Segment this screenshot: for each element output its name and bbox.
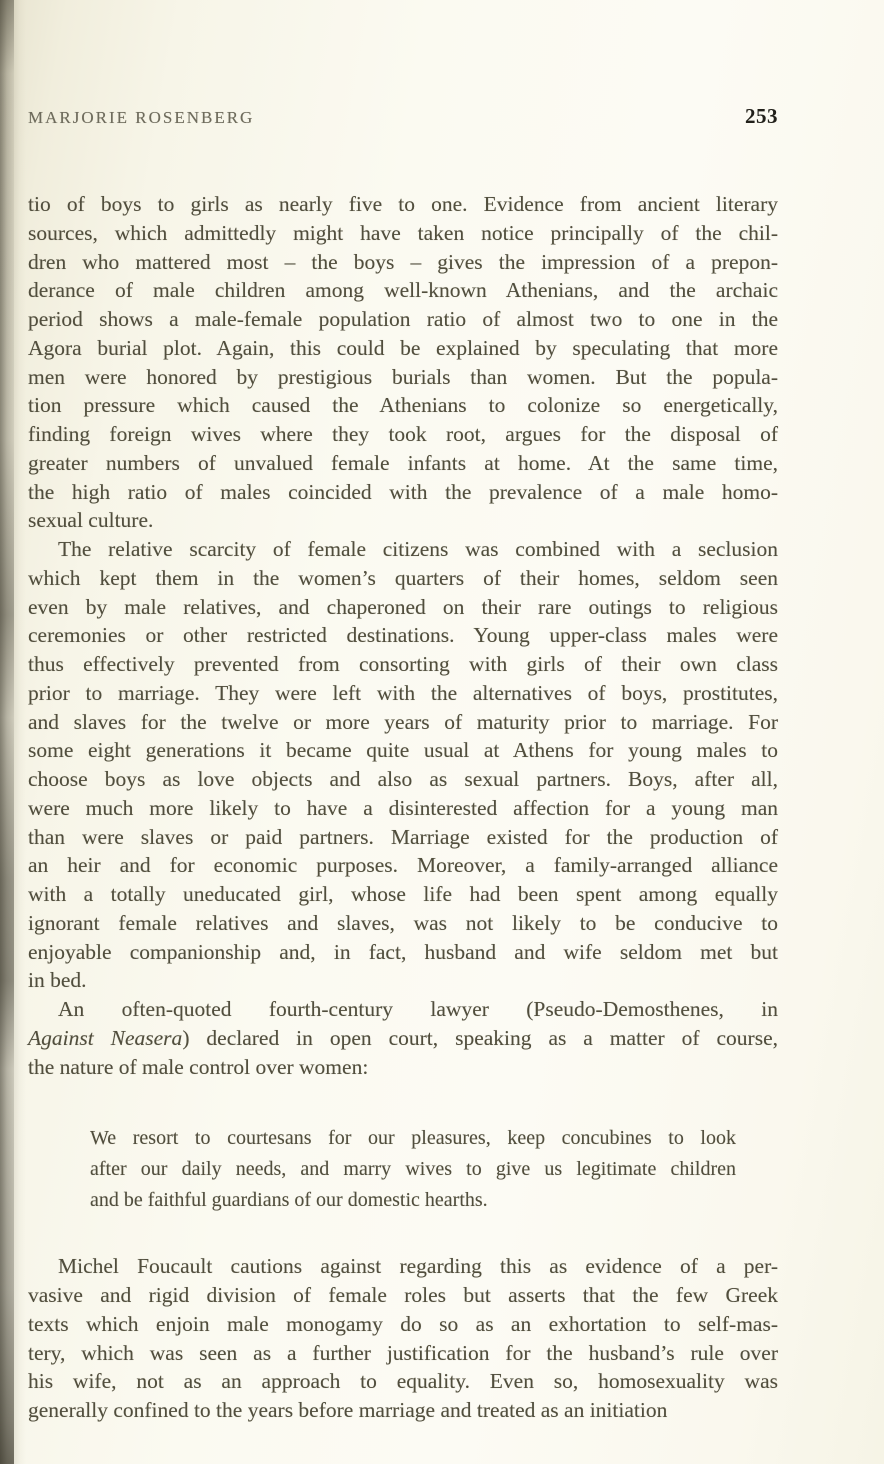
text-line: finding foreign wives where they took root, argues for the disposal of bbox=[28, 422, 778, 446]
text-line: derance of male children among well-known Athenians, and the archaic bbox=[28, 278, 778, 303]
text-line: the high ratio of males coincided with the prevalence of a male homo- bbox=[28, 479, 778, 504]
paragraph bbox=[28, 190, 778, 535]
text-line: generally confined to the years before marriage and treated as an initiation bbox=[28, 1398, 668, 1422]
spine-shadow-marks bbox=[0, 0, 14, 1464]
text-line: vasive and rigid division of female roles but asserts that the few Greek bbox=[28, 1283, 778, 1307]
text-line: his wife, not as an approach to equality. Even so, homosexuality was bbox=[28, 1369, 778, 1394]
text-line: in bed. bbox=[28, 968, 87, 993]
text-line: tion pressure which caused the Athenians to colonize so energetically, bbox=[28, 393, 778, 418]
text-line: The relative scarcity of female citizens was combined with a seclusion bbox=[58, 537, 778, 561]
text-line: even by male relatives, and chaperoned on their rare outings to religious bbox=[28, 594, 778, 619]
text-line: sources, which admittedly might have taken notice principally of the chil- bbox=[28, 220, 778, 245]
text-line bbox=[28, 1024, 778, 1053]
page-body bbox=[28, 190, 778, 1425]
text-line: tery, which was seen as a further justification for the husband’s rule over bbox=[28, 1340, 778, 1365]
text-line: sexual culture. bbox=[28, 508, 154, 533]
page-number: 253 bbox=[745, 104, 778, 128]
paragraph bbox=[28, 1252, 778, 1425]
paragraph bbox=[28, 995, 778, 1081]
blockquote bbox=[90, 1123, 736, 1216]
italic-text: Against Neasera bbox=[28, 1025, 183, 1050]
text-line: an heir and for economic purposes. Moreover, a family-arranged alliance bbox=[28, 853, 778, 878]
text-line: thus effectively prevented from consorting with girls of their own class bbox=[28, 652, 778, 676]
text-line: enjoyable companionship and, in fact, husband and wife seldom met but bbox=[28, 939, 778, 964]
text-line: and slaves for the twelve or more years of maturity prior to marriage. For bbox=[28, 709, 778, 734]
plain-text: ) declared in open court, speaking as a matter of course, bbox=[182, 1025, 778, 1050]
text-line: dren who mattered most – the boys – gives the impression of a prepon- bbox=[28, 249, 778, 274]
text-line: choose boys as love objects and also as sexual partners. Boys, after all, bbox=[28, 767, 778, 791]
text-line: after our daily needs, and marry wives to give us legitimate children bbox=[90, 1158, 736, 1181]
text-line: the nature of male control over women: bbox=[28, 1054, 369, 1079]
text-line: some eight generations it became quite usual at Athens for young males to bbox=[28, 738, 778, 763]
paragraph bbox=[28, 535, 778, 995]
text-line: and be faithful guardians of our domestic hearths. bbox=[90, 1189, 488, 1212]
text-line: which kept them in the women’s quarters of their homes, seldom seen bbox=[28, 565, 778, 590]
running-header bbox=[28, 104, 778, 129]
text-line: We resort to courtesans for our pleasures, keep concubines to look bbox=[90, 1127, 736, 1150]
text-line: ceremonies or other restricted destinations. Young upper-class males were bbox=[28, 623, 778, 648]
text-line: tio of boys to girls as nearly five to one. Evidence from ancient literary bbox=[28, 192, 778, 216]
text-line: An often-quoted fourth-century lawyer (Pseudo-Demosthenes, in bbox=[58, 997, 778, 1021]
text-line: prior to marriage. They were left with the alternatives of boys, prostitutes, bbox=[28, 680, 778, 705]
text-line: men were honored by prestigious burials than women. But the popula- bbox=[28, 364, 778, 389]
text-line: Agora burial plot. Again, this could be explained by speculating that more bbox=[28, 335, 778, 360]
text-line: were much more likely to have a disinterested affection for a young man bbox=[28, 795, 778, 820]
text-line: with a totally uneducated girl, whose life had been spent among equally bbox=[28, 882, 778, 906]
running-header-author: MARJORIE ROSENBERG bbox=[28, 108, 255, 127]
text-line: ignorant female relatives and slaves, was not likely to be conducive to bbox=[28, 910, 778, 935]
text-line: period shows a male-female population ratio of almost two to one in the bbox=[28, 307, 778, 331]
text-line: Michel Foucault cautions against regarding this as evidence of a per- bbox=[58, 1254, 778, 1279]
text-line: greater numbers of unvalued female infants at home. At the same time, bbox=[28, 450, 778, 475]
text-line: texts which enjoin male monogamy do so as an exhortation to self-mas- bbox=[28, 1311, 778, 1336]
text-line: than were slaves or paid partners. Marriage existed for the production of bbox=[28, 824, 778, 849]
